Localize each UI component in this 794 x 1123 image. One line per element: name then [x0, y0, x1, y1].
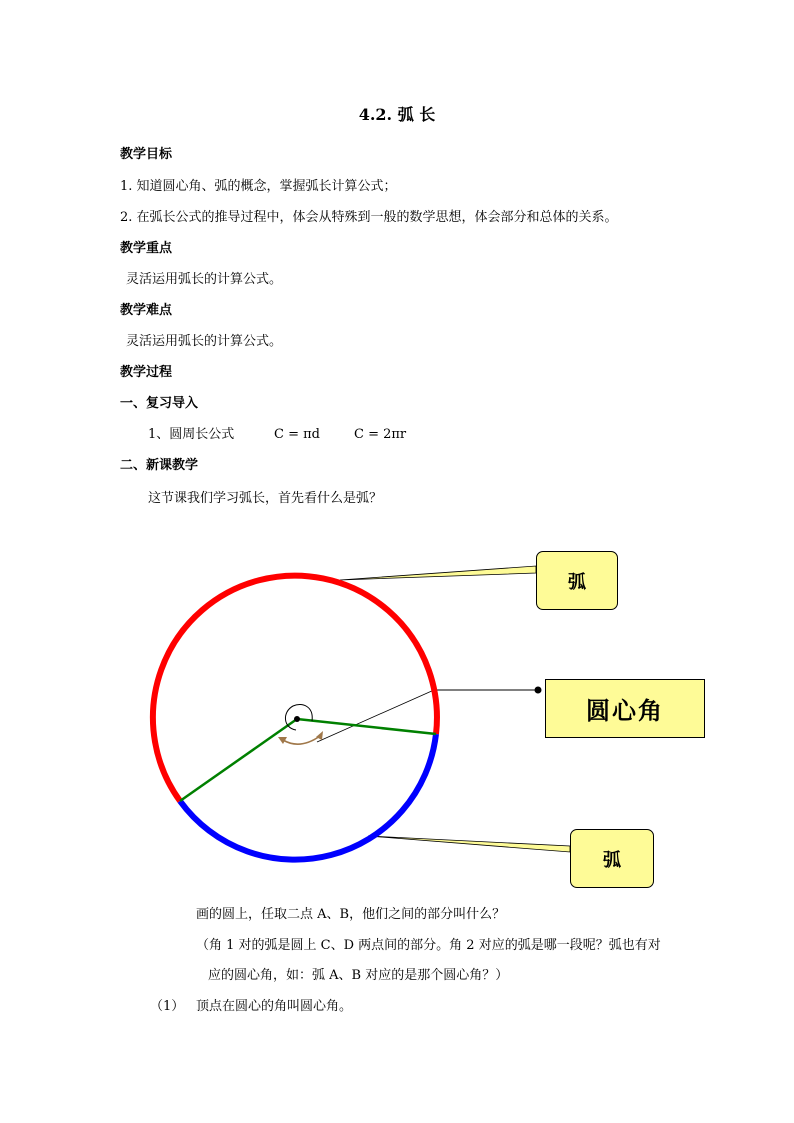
- angle-arrow: [283, 736, 320, 744]
- item-text: 顶点在圆心的角叫圆心角。: [196, 999, 353, 1014]
- goals-heading: 教学目标: [120, 147, 173, 162]
- goal-1: 1. 知道圆心角、弧的概念，掌握弧长计算公式；: [120, 179, 397, 194]
- new-lesson-heading: 二、新课教学: [120, 458, 199, 473]
- goal-2: 2. 在弧长公式的推导过程中，体会从特殊到一般的数学思想，体会部分和总体的关系。: [120, 210, 618, 225]
- callout-arc-top: 弧: [536, 551, 618, 610]
- page-title: 4.2. 弧 长: [358, 105, 436, 124]
- item-number: （1）: [150, 999, 185, 1014]
- minor-arc: [180, 734, 436, 860]
- callout-arc-bottom: 弧: [570, 829, 654, 888]
- radius-to-b: [297, 719, 436, 734]
- difficulty-heading: 教学难点: [120, 303, 173, 318]
- key-text: 灵活运用弧长的计算公式。: [126, 272, 283, 287]
- after-line-2: （角 1 对的弧是圆上 C、D 两点间的部分。角 2 对应的弧是哪一段呢？弧也有对: [196, 938, 661, 953]
- callout-central-angle: 圆心角: [545, 679, 705, 738]
- formula-2: C = 2πr: [354, 427, 407, 442]
- callout-bottom-pointer: [368, 836, 570, 852]
- review-heading: 一、复习导入: [120, 396, 199, 411]
- formula-1: C = πd: [274, 427, 320, 442]
- angle-arrow-head-left: [278, 737, 287, 744]
- callout-top-pointer: [340, 566, 536, 580]
- process-heading: 教学过程: [120, 365, 173, 380]
- callout-middle-dot: [535, 687, 542, 694]
- major-arc: [153, 576, 437, 801]
- intro-text: 这节课我们学习弧长，首先看什么是弧？: [148, 491, 383, 506]
- key-heading: 教学重点: [120, 241, 173, 256]
- radius-to-a: [180, 719, 297, 801]
- callout-middle-leader-diag: [317, 690, 434, 742]
- center-dot: [294, 716, 300, 722]
- after-line-3: 应的圆心角，如：弧 A、B 对应的是那个圆心角？）: [208, 968, 509, 983]
- after-line-1: 画的圆上，任取二点 A、B，他们之间的部分叫什么？: [196, 907, 506, 922]
- review-item: 1、圆周长公式: [148, 427, 235, 442]
- difficulty-text: 灵活运用弧长的计算公式。: [126, 334, 283, 349]
